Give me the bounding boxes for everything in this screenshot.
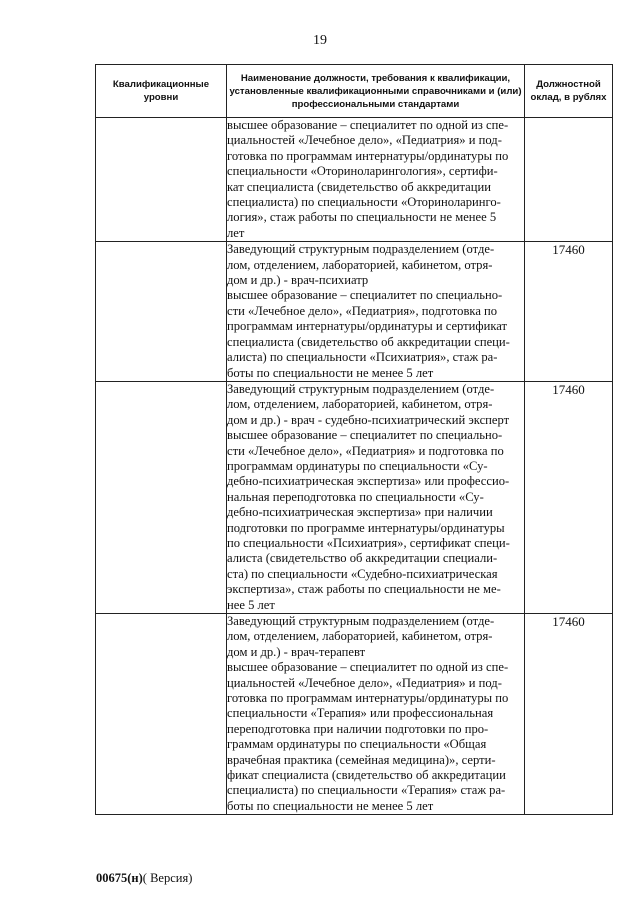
cell-level bbox=[96, 118, 227, 242]
requirement-line: циальностей «Лечебное дело», «Педиатрия» и под- bbox=[227, 675, 502, 690]
table-row bbox=[96, 381, 613, 613]
requirement-line: специалиста) по специальности «Оториноларинго- bbox=[227, 195, 501, 210]
requirement-line: готовка по программам интернатуры/ординатуры по bbox=[227, 148, 509, 163]
header-level: Квалификационные уровни bbox=[96, 65, 227, 118]
requirement-line: дом и др.) - врач-терапевт bbox=[227, 644, 366, 659]
requirement-line: боты по специальности не менее 5 лет bbox=[227, 798, 434, 813]
requirement-line: граммам ординатуры по специальности «Общая bbox=[227, 737, 487, 752]
requirement-line: алиста) по специальности «Психиатрия», стаж ра- bbox=[227, 350, 498, 365]
requirement-line: переподготовка при наличии подготовки по про- bbox=[227, 721, 489, 736]
requirement-line: специалиста (свидетельство об аккредитации специ- bbox=[227, 334, 510, 349]
requirement-line: Заведующий структурным подразделением (отде- bbox=[227, 242, 495, 257]
cell-salary bbox=[525, 118, 613, 242]
requirement-line: подготовки по программе интернатуры/ординатуры bbox=[227, 520, 505, 535]
requirement-line: дом и др.) - врач-психиатр bbox=[227, 273, 369, 288]
requirement-line: высшее образование – специалитет по одной из спе- bbox=[227, 118, 509, 132]
requirement-line: высшее образование – специалитет по специально- bbox=[227, 428, 503, 443]
cell-position-requirements bbox=[227, 242, 525, 382]
requirement-line: лет bbox=[227, 225, 245, 240]
cell-salary: 17460 bbox=[525, 614, 613, 815]
document-footer bbox=[96, 871, 192, 886]
requirement-line: дебно-психиатрическая экспертиза» при наличии bbox=[227, 505, 493, 520]
requirement-line: высшее образование – специалитет по одной из спе- bbox=[227, 660, 509, 675]
requirement-line: Заведующий структурным подразделением (отде- bbox=[227, 614, 495, 628]
cell-position-requirements bbox=[227, 118, 525, 242]
cell-position-requirements bbox=[227, 381, 525, 613]
requirement-line: специалиста) по специальности «Терапия» стаж ра- bbox=[227, 783, 506, 798]
requirement-line: сти «Лечебное дело», «Педиатрия», подготовка по bbox=[227, 303, 498, 318]
table-row bbox=[96, 614, 613, 815]
document-version: ( Версия) bbox=[142, 871, 193, 885]
cell-level bbox=[96, 381, 227, 613]
table-header-row bbox=[96, 65, 613, 118]
requirement-line: специальности «Оториноларингология», сертифи- bbox=[227, 164, 498, 179]
qualification-table bbox=[95, 64, 613, 815]
requirement-line: лом, отделением, лабораторией, кабинетом, отря- bbox=[227, 257, 493, 272]
requirement-line: нальная переподготовка по специальности «Су- bbox=[227, 489, 484, 504]
requirement-line: экспертиза», стаж работы по специальности не ме- bbox=[227, 582, 501, 597]
requirement-line: Заведующий структурным подразделением (отде- bbox=[227, 381, 495, 396]
requirement-line: специальности «Терапия» или профессиональная bbox=[227, 706, 494, 721]
requirement-line: ста) по специальности «Судебно-психиатрическая bbox=[227, 566, 498, 581]
cell-salary: 17460 bbox=[525, 381, 613, 613]
cell-salary: 17460 bbox=[525, 242, 613, 382]
requirement-line: программам ординатуры по специальности «Су- bbox=[227, 458, 488, 473]
requirement-line: кат специалиста (свидетельство об аккредитации bbox=[227, 179, 491, 194]
requirement-line: врачебная практика (семейная медицина)», серти- bbox=[227, 752, 496, 767]
requirement-line: дебно-психиатрическая экспертиза» или профессио- bbox=[227, 474, 510, 489]
requirement-line: алиста (свидетельство об аккредитации специали- bbox=[227, 551, 498, 566]
document-code: 00675(н) bbox=[96, 871, 143, 885]
requirement-line: боты по специальности не менее 5 лет bbox=[227, 365, 434, 380]
requirement-line: лом, отделением, лабораторией, кабинетом, отря- bbox=[227, 629, 493, 644]
requirement-line: лом, отделением, лабораторией, кабинетом, отря- bbox=[227, 397, 493, 412]
cell-level bbox=[96, 242, 227, 382]
table-row bbox=[96, 242, 613, 382]
requirement-line: сти «Лечебное дело», «Педиатрия» и подготовка по bbox=[227, 443, 504, 458]
requirement-line: нее 5 лет bbox=[227, 597, 275, 612]
cell-level bbox=[96, 614, 227, 815]
page-number: 19 bbox=[313, 33, 327, 48]
cell-position-requirements bbox=[227, 614, 525, 815]
header-salary: Должностной оклад, в рублях bbox=[525, 65, 613, 118]
table-row bbox=[96, 118, 613, 242]
header-name: Наименование должности, требования к квалификации, установленные квалификационными справочниками и (или) профессиональными стандартами bbox=[227, 65, 525, 118]
requirement-line: программам интернатуры/ординатуры и сертификат bbox=[227, 319, 508, 334]
requirement-line: высшее образование – специалитет по специально- bbox=[227, 288, 503, 303]
requirement-line: фикат специалиста (свидетельство об аккредитации bbox=[227, 768, 506, 783]
requirement-line: циальностей «Лечебное дело», «Педиатрия» и под- bbox=[227, 133, 502, 148]
requirement-line: готовка по программам интернатуры/ординатуры по bbox=[227, 691, 509, 706]
requirement-line: по специальности «Психиатрия», сертификат специ- bbox=[227, 535, 510, 550]
requirement-line: дом и др.) - врач - судебно-психиатрический эксперт bbox=[227, 412, 510, 427]
requirement-line: логия», стаж работы по специальности не менее 5 bbox=[227, 210, 497, 225]
